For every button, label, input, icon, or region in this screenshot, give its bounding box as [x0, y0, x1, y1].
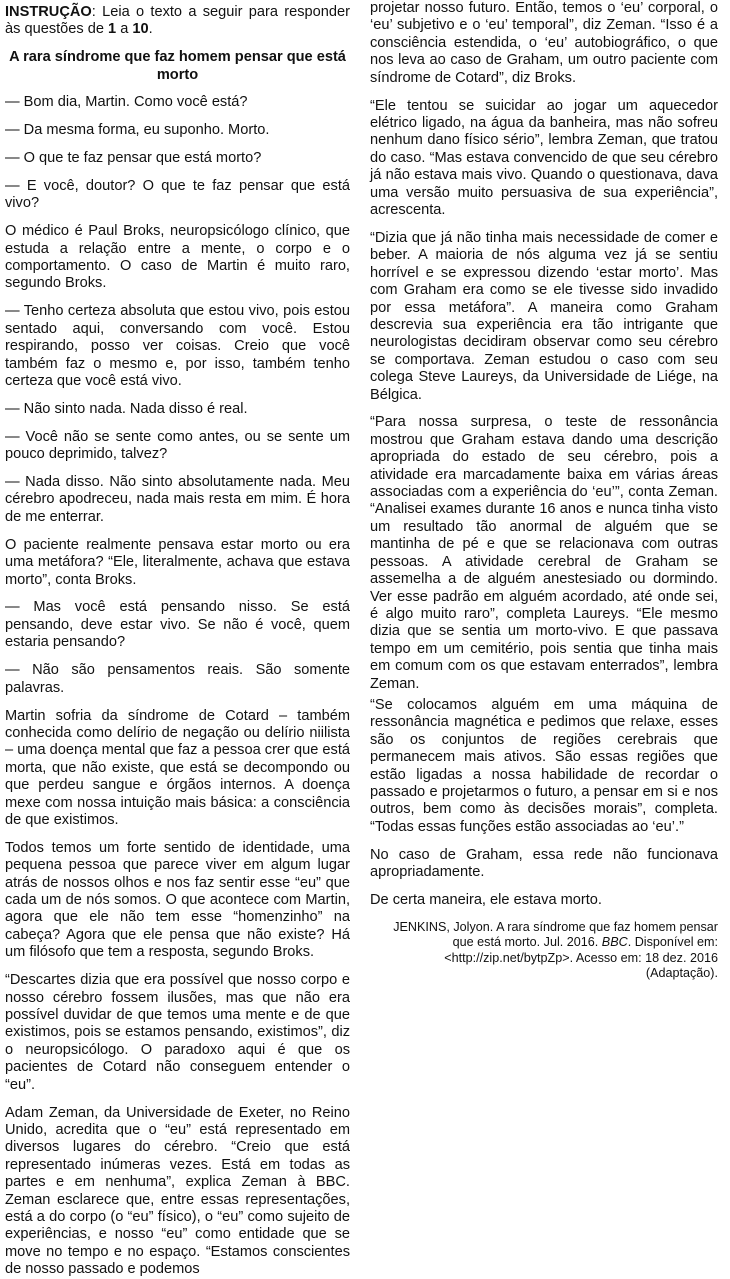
- paragraph: — E você, doutor? O que te faz pensar que está vivo?: [5, 177, 350, 212]
- paragraph: — Bom dia, Martin. Como você está?: [5, 94, 248, 111]
- paragraph: — Você não se sente como antes, ou se sente um pouco deprimido, talvez?: [5, 428, 350, 463]
- paragraph: “Descartes dizia que era possível que nosso corpo e nosso cérebro fossem ilusões, mas que não era possível duvidar de que temos uma mente e de que existimos, pois se estamos pensando, existimos”, diz o neuropsicólogo. O paradoxo aqui é que os pacientes de Cotard não conseguem entender o “eu”.: [5, 972, 350, 1093]
- reference-source: BBC: [601, 935, 628, 950]
- article-title: A rara síndrome que faz homem pensar que está morto: [9, 49, 346, 83]
- paragraph: De certa maneira, ele estava morto.: [370, 892, 602, 908]
- instruction-mid: a: [116, 21, 133, 38]
- paragraph: “Dizia que já não tinha mais necessidade de comer e beber. A maioria de nós alguma vez já se sentiu horrível e se expressou dizendo ‘estar morto’. Mas com Graham era como se ele tivesse sido invadido por essa metáfora”. A maneira como Graham descrevia sua experiência era tão intrigante que neurologistas decidiram observar como seu cérebro se comportava. Zeman estudou o caso com seu colega Steve Laureys, da Universidade de Liége, na Bélgica.: [370, 229, 718, 403]
- paragraph: Adam Zeman, da Universidade de Exeter, no Reino Unido, acredita que o “eu” está representado em diversos lugares do cérebro. “Creio que está representado inúmeras vezes. Está em todas as partes e em nenhuma”, explica Zeman à BBC. Zeman esclarece que, entre essas representações, está a do corpo (o “eu” físico), o “eu” como sujeito de experiências, e nosso “eu” como entidade que se move no tempo e no espaço. “Estamos conscientes de nosso passado e podemos: [5, 1104, 350, 1278]
- reference-availability: . Disponível em: <http://zip.net/bytpZp>. Acesso em: 18 dez. 2016 (Adaptação).: [444, 935, 718, 981]
- paragraph: “Ele tentou se suicidar ao jogar um aquecedor elétrico ligado, na água da banheira, mas não sofreu nenhum dano físico sério”, lembra Zeman, que tratou do caso. “Mas estava convencido de que seu cérebro já não estava mais vivo. Quando o questionava, dava uma versão muito persuasiva de sua experiência”, acrescenta.: [370, 97, 718, 218]
- instruction-end: .: [148, 21, 153, 38]
- paragraph: — Não são pensamentos reais. São somente palavras.: [5, 662, 350, 696]
- left-column: [5, 4, 350, 1279]
- paragraph: No caso de Graham, essa rede não funcionava apropriadamente.: [370, 846, 718, 881]
- question-start: 1: [108, 21, 117, 38]
- paragraph: O paciente realmente pensava estar morto ou era uma metáfora? “Ele, literalmente, achava que estava morto”, conta Broks.: [5, 536, 350, 588]
- instruction-label: INSTRUÇÃO: [5, 4, 92, 20]
- paragraph: — Não sinto nada. Nada disso é real.: [5, 400, 248, 417]
- paragraph: — Mas você está pensando nisso. Se está pensando, deve estar vivo. Se não é você, quem estaria pensando?: [5, 599, 350, 651]
- paragraph: projetar nosso futuro. Então, temos o ‘eu’ corporal, o ‘eu’ subjetivo e o ‘eu’ temporal”, diz Zeman. “Isso é a consciência estendida, o ‘eu’ autobiográfico, o que nos leva ao caso de Graham, um outro paciente com síndrome de Cotard”, diz Broks.: [370, 0, 718, 86]
- paragraph: Todos temos um forte sentido de identidade, uma pequena pessoa que parece viver em algum lugar atrás de nossos olhos e nos faz sentir esse “eu” que cada um de nós somos. O que acontece com Martin, agora que ele não tem esse “homenzinho” na cabeça? Agora que ele pensa que não existe? Há um filósofo que tem a resposta, segundo Broks.: [5, 839, 350, 961]
- paragraph: — O que te faz pensar que está morto?: [5, 149, 262, 166]
- question-end: 10: [132, 21, 149, 38]
- paragraph: O médico é Paul Broks, neuropsicólogo clínico, que estuda a relação entre a mente, o corpo e o comportamento. O caso de Martin é muito raro, segundo Broks.: [5, 223, 350, 292]
- instruction: [5, 4, 350, 39]
- paragraph: — Tenho certeza absoluta que estou vivo, pois estou sentado aqui, conversando com você. Estou respirando, posso ver coisas. Creio que você também faz o mesmo e, por isso, também tenho certeza que você está vivo.: [5, 303, 350, 389]
- paragraph: “Para nossa surpresa, o teste de ressonância mostrou que Graham estava dando uma descrição apropriada do estado de seu cérebro, pois a atividade era marcadamente baixa em várias áreas associadas com a experiência do ‘eu’”, conta Zeman. “Analisei exames durante 16 anos e nunca tinha visto um resultado tão anormal de alguém que se mantinha de pé e que se relacionava com outras pessoas. A atividade cerebral de Graham se assemelha a de alguém anestesiado ou dormindo. Ver esse padrão em alguém acordado, até onde sei, é algo muito raro”, completa Laureys. “Ele mesmo dizia que se sentia um morto-vivo. E que passava tempo em um cemitério, pois sentia que tinha mais em comum com os que estavam enterrados”, lembra Zeman.: [370, 414, 718, 692]
- reference: [370, 920, 718, 982]
- paragraph: “Se colocamos alguém em uma máquina de ressonância magnética e pedimos que relaxe, esses são os conjuntos de regiões cerebrais que permanecem mais ativos. São essas regiões que estão ligadas a nossa habilidade de recordar o passado e projetarmos o futuro, a pensar em si e nos outros, bem como às decisões morais”, completa. “Todas essas funções estão associadas ao ‘eu’.”: [370, 696, 718, 835]
- right-column: [370, 0, 718, 982]
- reference-text: JENKINS, Jolyon. A rara síndrome que faz homem pensar que está morto. Jul. 2016.: [393, 919, 718, 950]
- paragraph: — Da mesma forma, eu suponho. Morto.: [5, 122, 270, 139]
- paragraph: — Nada disso. Não sinto absolutamente nada. Meu cérebro apodreceu, nada mais resta em mim. É hora de me enterrar.: [5, 474, 350, 525]
- paragraph: Martin sofria da síndrome de Cotard – também conhecida como delírio de negação ou delírio niilista – uma doença mental que faz a pessoa crer que está morta, que não existe, que está se decompondo ou que perdeu sangue e órgãos internos. A doença mexe com nossa intuição mais básica: a consciência de que existimos.: [5, 707, 350, 828]
- instruction-text: : Leia o texto a seguir para responder às questões de: [5, 4, 350, 38]
